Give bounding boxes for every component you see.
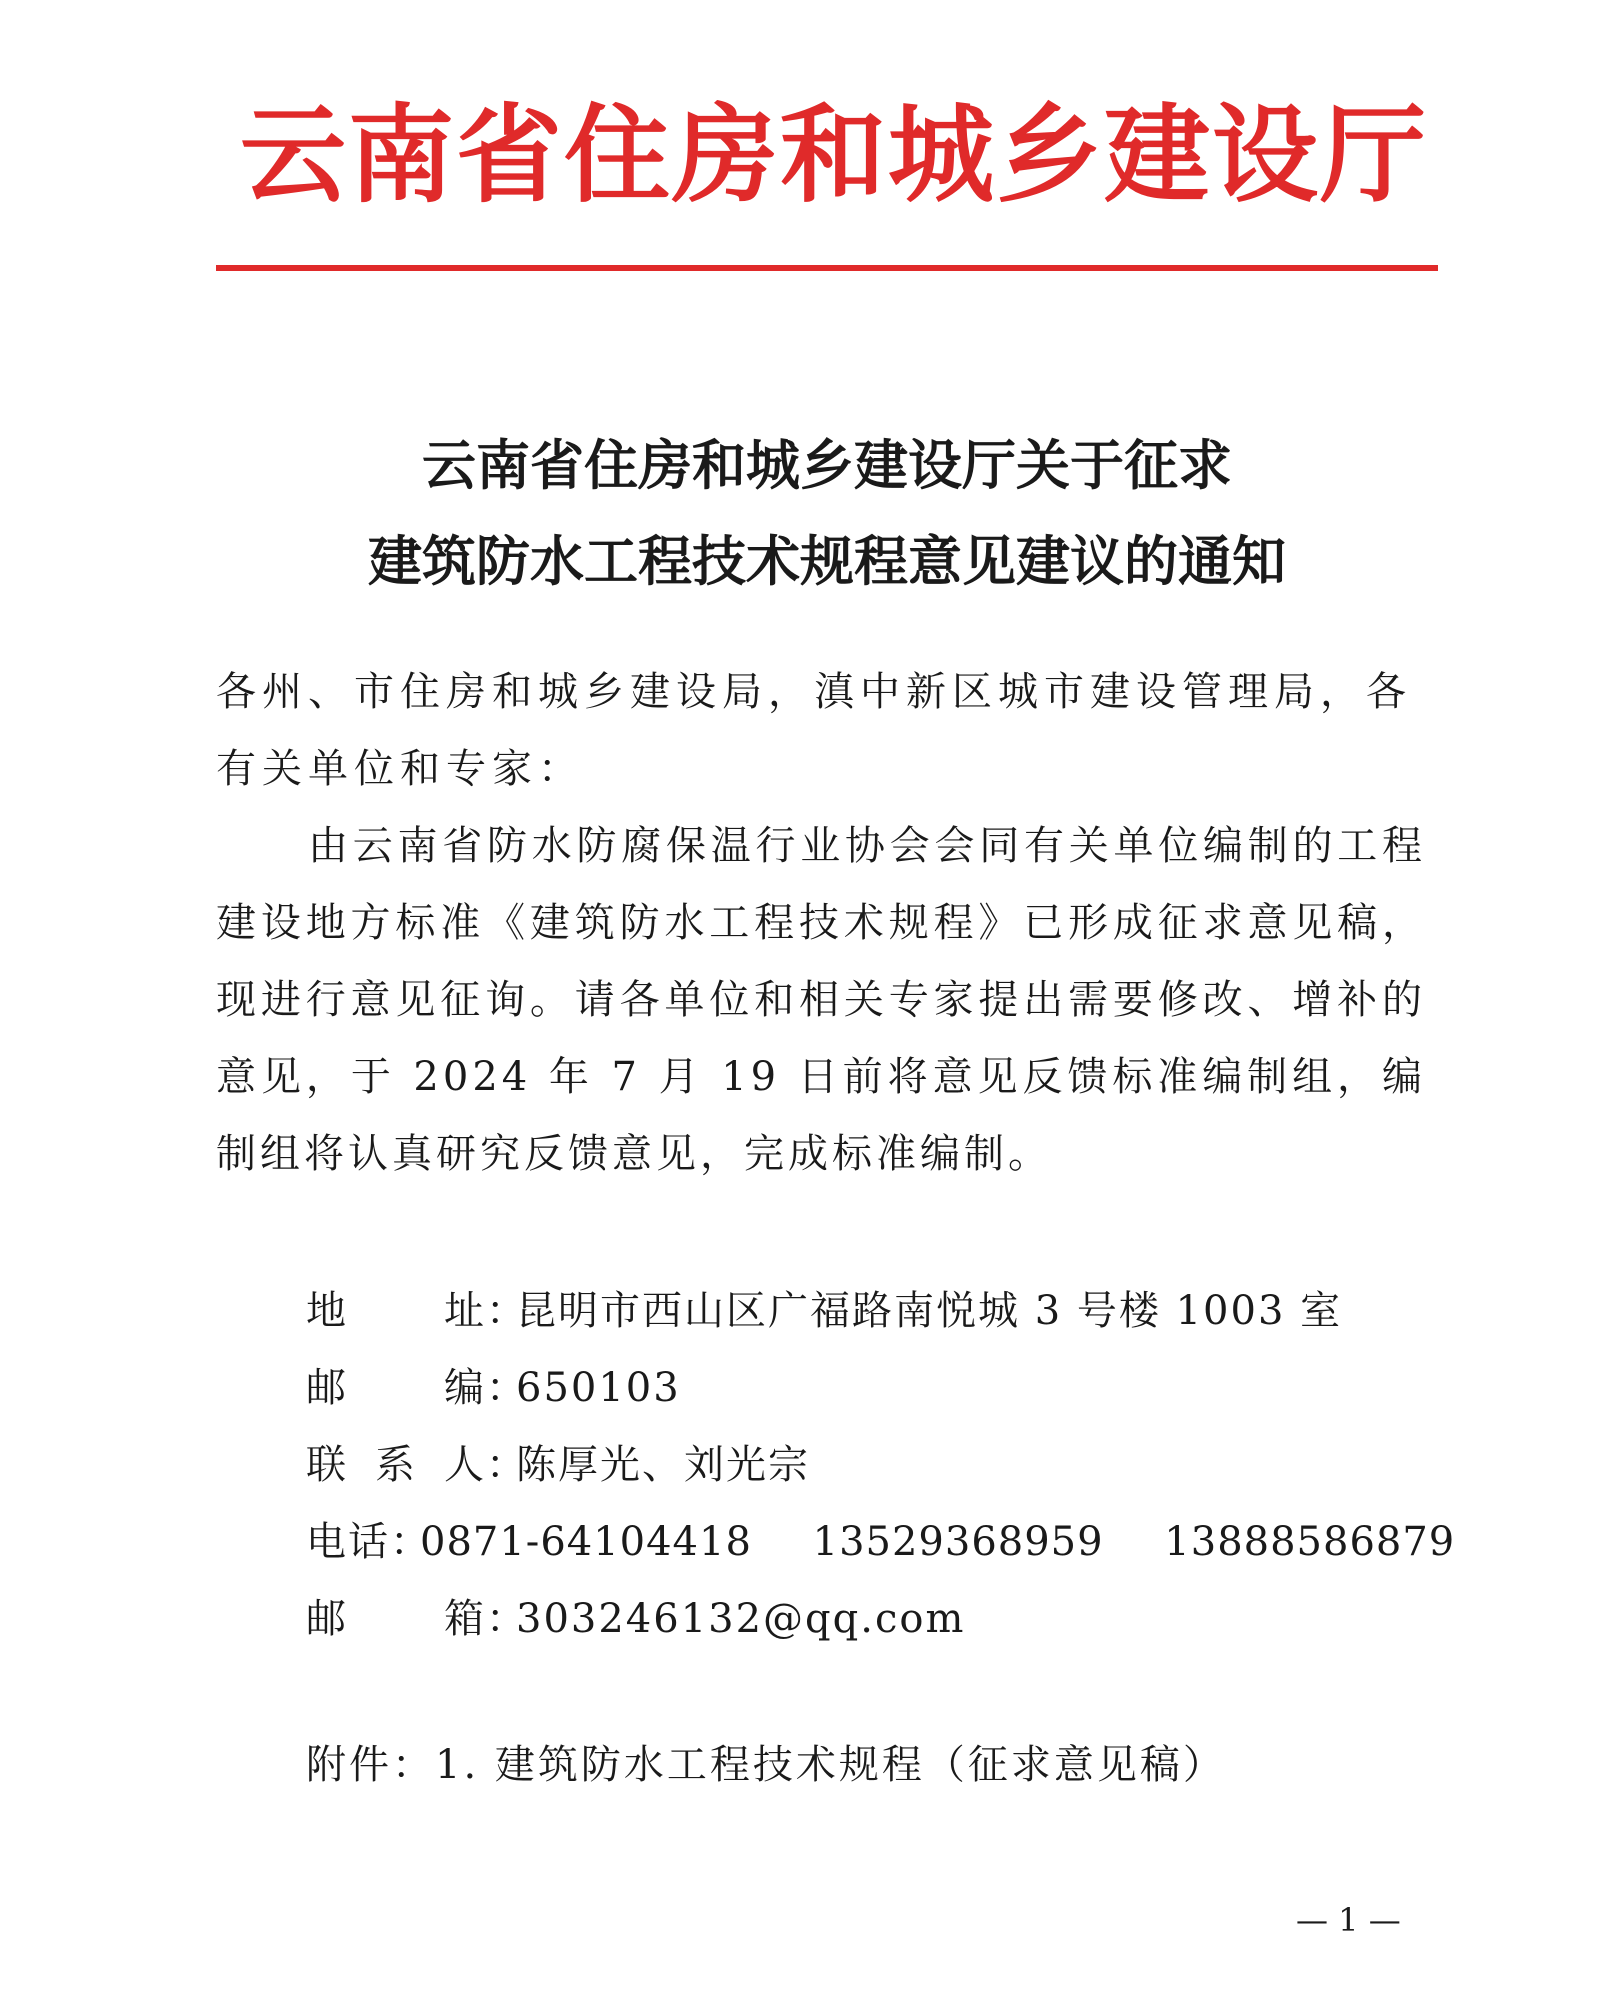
document-title-line-1: 云南省住房和城乡建设厅关于征求 — [422, 433, 1232, 497]
address-label: 地址 — [306, 1288, 486, 1334]
phone-number: 13888586879 — [1164, 1519, 1456, 1565]
postcode-colon: ： — [486, 1365, 526, 1411]
phone-label: 电话 — [306, 1519, 390, 1565]
phone-values — [420, 1504, 1501, 1581]
body-paragraph: 由云南省防水防腐保温行业协会会同有关单位编制的工程建设地方标准《建筑防水工程技术规程》已形成征求意见稿，现进行意见征询。请各单位和相关专家提出需要修改、增补的意见，于 2024 年 7 月 19 日前将意见反馈标准编制组，编制组将认真研究反馈意见，完成标准编制。 — [216, 823, 1426, 1177]
contact-person-row — [306, 1427, 1436, 1504]
contact-postcode-row — [306, 1350, 1436, 1427]
contact-email-row — [306, 1581, 1436, 1658]
letterhead-red-rule — [216, 265, 1438, 271]
contact-block — [306, 1273, 1456, 1658]
phone-number: 13529368959 — [812, 1519, 1104, 1565]
postcode-value: 650103 — [516, 1365, 681, 1411]
email-colon: ： — [486, 1596, 526, 1642]
contact-person-value: 陈厚光、刘光宗 — [516, 1442, 810, 1488]
letterhead-issuer: 云南省住房和城乡建设厅 — [240, 92, 1428, 217]
email-label: 邮箱 — [306, 1596, 486, 1642]
contact-person-label: 联系人 — [306, 1442, 486, 1488]
contact-address-row — [306, 1273, 1436, 1350]
phone-colon: ： — [390, 1519, 430, 1565]
email-value: 303246132@qq.com — [516, 1596, 966, 1642]
phone-number: 0871-64104418 — [420, 1519, 752, 1565]
address-colon: ： — [486, 1288, 526, 1334]
page-number: — 1 — — [1296, 1901, 1401, 1939]
contact-phone-row — [306, 1504, 1456, 1581]
attachment-line: 附件：1. 建筑防水工程技术规程（征求意见稿） — [306, 1742, 1226, 1788]
contact-person-colon: ： — [486, 1442, 526, 1488]
postcode-label: 邮编 — [306, 1365, 486, 1411]
address-value: 昆明市西山区广福路南悦城 3 号楼 1003 室 — [516, 1288, 1343, 1334]
salutation: 各州、市住房和城乡建设局，滇中新区城市建设管理局，各有关单位和专家： — [216, 669, 1412, 792]
document-title-line-2: 建筑防水工程技术规程意见建议的通知 — [368, 529, 1286, 593]
